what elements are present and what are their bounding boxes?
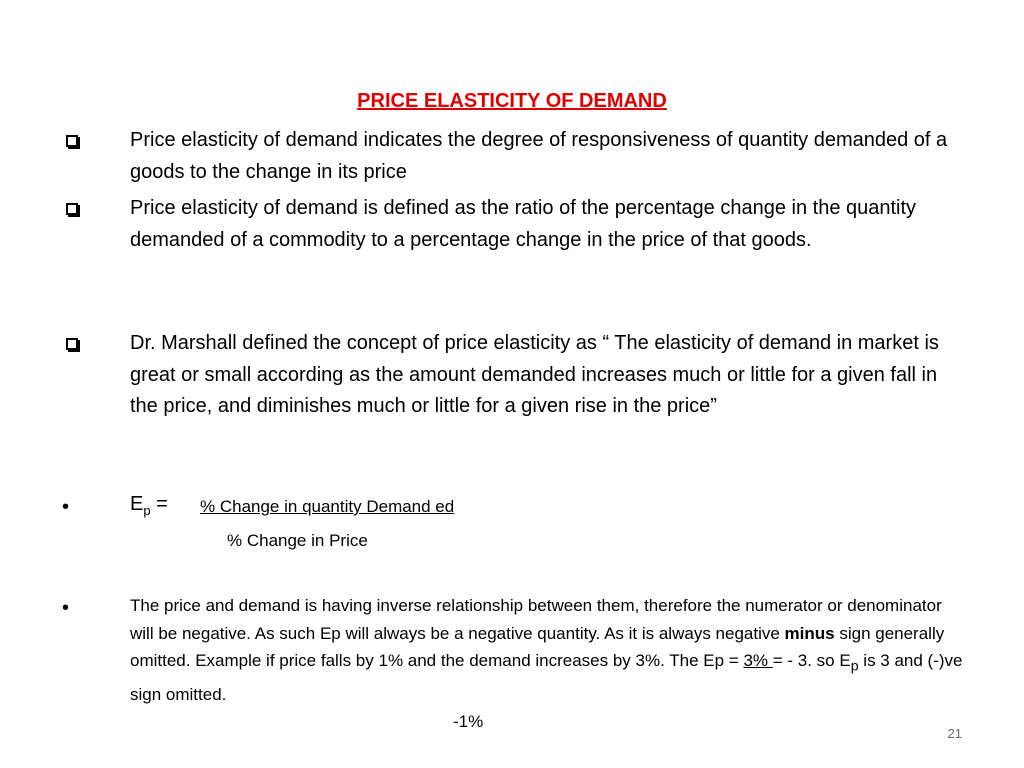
formula-lhs: $E_p$ =	[130, 493, 168, 518]
bullet-dot-icon: •	[62, 496, 70, 518]
formula-denominator: % Change in Price	[227, 531, 368, 550]
example-denominator: -1%	[453, 712, 484, 731]
page-number: 21	[947, 726, 962, 741]
checkbox-bullet-icon	[66, 203, 78, 215]
bullet-dot-icon: •	[62, 597, 70, 619]
bullet-text: Dr. Marshall defined the concept of price elasticity as “ The elasticity of demand in market is great or small according as the amount demanded increases much or little for a given fall in the price, and diminishes much or little for a given rise in the price”	[130, 332, 939, 417]
formula-numerator: % Change in quantity Demand ed	[200, 497, 455, 516]
checkbox-bullet-icon	[66, 135, 78, 147]
checkbox-bullet-icon	[66, 338, 78, 350]
slide-title: PRICE ELASTICITY OF DEMAND	[357, 90, 667, 112]
bullet-text: Price elasticity of demand indicates the degree of responsiveness of quantity demanded of a goods to the change in its price	[130, 129, 948, 183]
note-paragraph: The price and demand is having inverse relationship between them, therefore the numerator or denominator will be negative. As such Ep will always be a negative quantity. As it is always negative minus sign generally omitted. Example if price falls by 1% and the demand increases by 3%. The Ep = 3% = - 3. so $E_p$ is 3 and (-)ve sign omitted.	[130, 596, 963, 704]
bullet-text: Price elasticity of demand is defined as the ratio of the percentage change in the quantity demanded of a commodity to a percentage change in the price of that goods.	[130, 197, 917, 251]
